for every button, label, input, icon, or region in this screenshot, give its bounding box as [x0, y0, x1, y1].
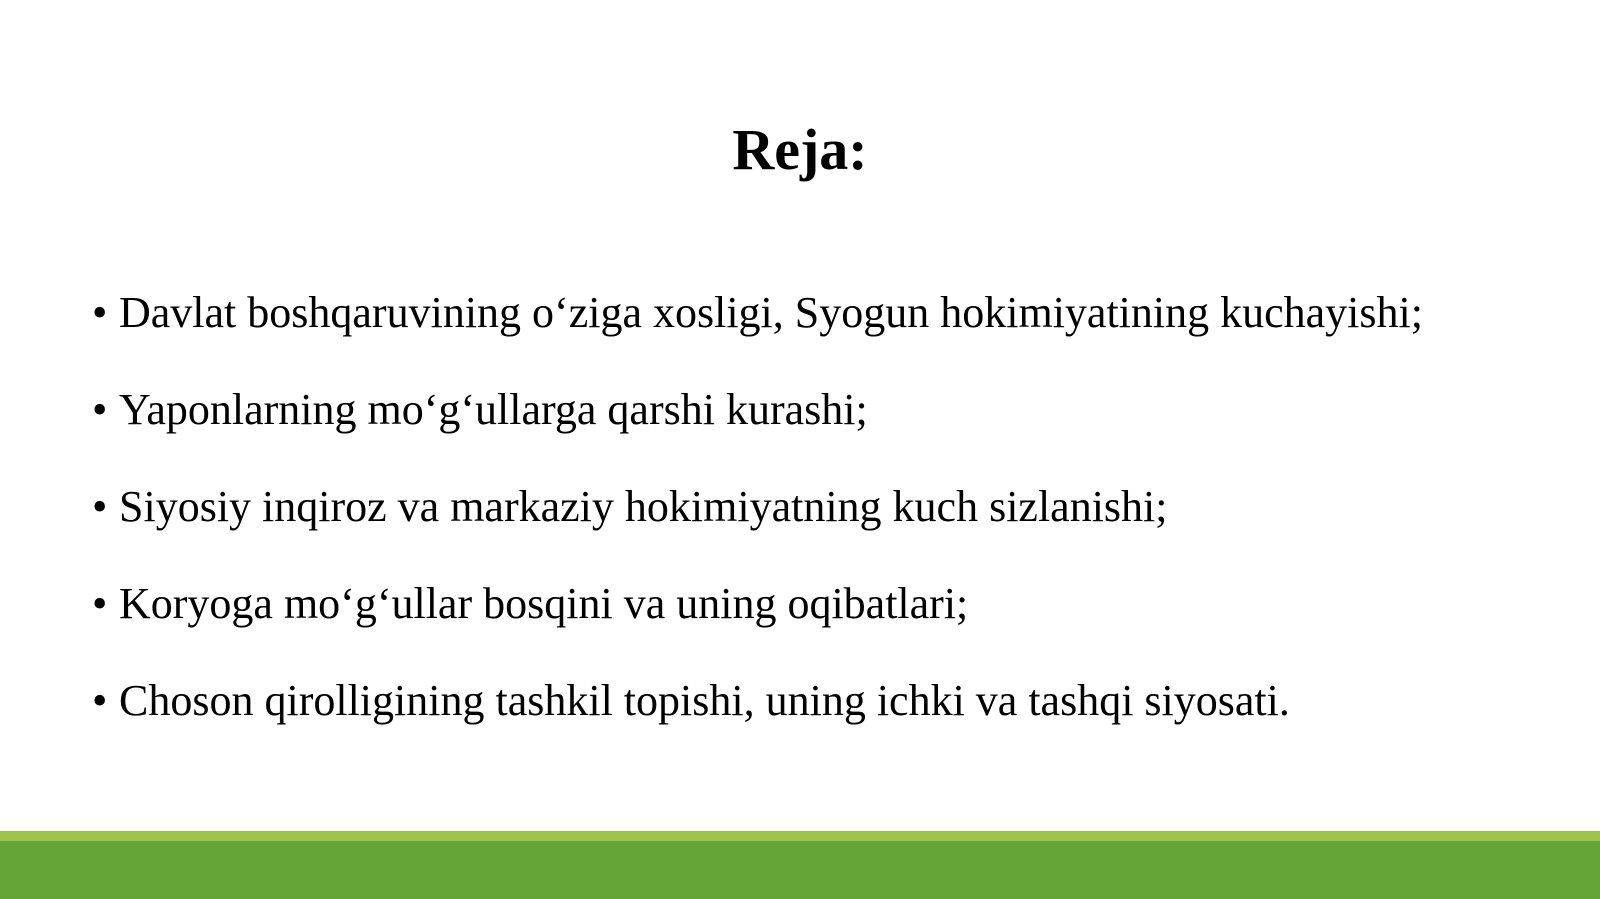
bullet-icon: •: [92, 385, 108, 434]
bullet-list: [92, 283, 1572, 768]
bullet-item-1: [92, 283, 1572, 380]
bullet-text: Siyosiy inqiroz va markaziy hokimiyatning kuch sizlanishi;: [119, 482, 1168, 531]
bullet-item-3: [92, 477, 1572, 574]
slide-title: Reja:: [732, 117, 868, 182]
bullet-text: Koryoga mo‘g‘ullar bosqini va uning oqibatlari;: [119, 579, 969, 628]
bullet-item-5: [92, 671, 1572, 768]
bullet-icon: •: [92, 482, 108, 531]
bullet-text: Choson qirolligining tashkil topishi, uning ichki va tashqi siyosati.: [119, 676, 1290, 725]
footer-bar-accent: [0, 831, 1600, 841]
bullet-icon: •: [92, 288, 108, 337]
bullet-item-2: [92, 380, 1572, 477]
bullet-text: Davlat boshqaruvining o‘ziga xosligi, Syogun hokimiyatining kuchayishi;: [119, 288, 1423, 337]
footer-bar: [0, 831, 1600, 899]
bullet-text: Yaponlarning mo‘g‘ullarga qarshi kurashi;: [119, 385, 868, 434]
bullet-item-4: [92, 574, 1572, 671]
bullet-icon: •: [92, 579, 108, 628]
bullet-icon: •: [92, 676, 108, 725]
